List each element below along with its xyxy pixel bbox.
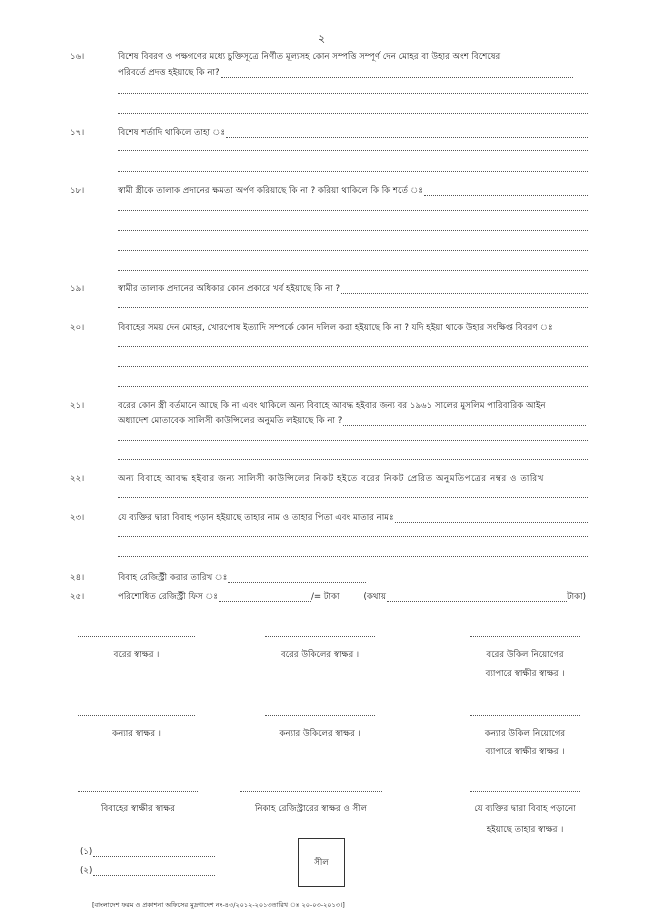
question-text: অন্য বিবাহে আবদ্ধ হইবার জন্য সালিসী কাউন্সিলের নিকট হইতে বরের নিকট প্রেরিত অনুমতিপত্রের নম্বর ও তারিখ	[118, 474, 544, 484]
witness-number: (২)	[80, 866, 93, 876]
fee-in-words-field[interactable]	[387, 601, 567, 602]
answer-line[interactable]	[118, 93, 588, 94]
question-text: বিশেষ শর্তাদি থাকিলে তাহা ঃ	[118, 128, 226, 138]
answer-line[interactable]	[118, 556, 588, 557]
groom-signature-line[interactable]	[78, 636, 195, 637]
marriage-witness-label: বিবাহের স্বাক্ষীর স্বাক্ষর	[101, 804, 175, 814]
question-number: ২০।	[70, 323, 85, 333]
answer-line[interactable]	[118, 366, 588, 367]
question-16-text	[118, 50, 548, 64]
in-words-suffix: টাকা)	[566, 592, 586, 602]
question-22	[118, 472, 588, 486]
question-text: অধ্যাদেশ মোতাবেক সালিসী কাউন্সিলের অনুমতি লইয়াছে কি না ?	[118, 416, 343, 426]
answer-line[interactable]	[118, 270, 588, 271]
groom-witness-label-2: ব্যাপারে স্বাক্ষীর স্বাক্ষর ।	[485, 669, 565, 679]
question-16-answer[interactable]	[118, 66, 573, 80]
seal-label: সীল	[314, 857, 329, 868]
question-text: বিবাহ রেজিস্ট্রী করার তারিখ ঃ	[118, 573, 228, 583]
answer-line[interactable]	[118, 210, 588, 211]
question-text: বিবাহের সময় দেন মোহর, খোরপোষ ইত্যাদি সম্পর্কে কোন দলিল করা হইয়াছে কি না ? যদি হইয়া থাকে উহার সংক্ষিপ্ত বিবরণ ঃ	[118, 323, 553, 333]
witness-1-line[interactable]	[80, 845, 215, 859]
groom-attorney-signature-line[interactable]	[265, 636, 375, 637]
question-number: ১৭।	[70, 128, 85, 138]
question-text: স্বামীর তালাক প্রদানের অধিকার কোন প্রকারে খর্ব হইয়াছে কি না ?	[118, 284, 341, 294]
question-number: ২১।	[70, 401, 85, 411]
answer-line[interactable]	[118, 171, 588, 172]
question-text: স্বামী স্ত্রীকে তালাক প্রদানের ক্ষমতা অর্পণ করিয়াছে কি না ? করিয়া থাকিলে কি কি শর্তে ঃ	[118, 186, 423, 196]
question-number: ১৬।	[70, 52, 85, 62]
witness-2-line[interactable]	[80, 864, 215, 878]
groom-witness-label-1: বরের উকিল নিয়োগের	[486, 650, 564, 660]
bride-witness-label-2: ব্যাপারে স্বাক্ষীর স্বাক্ষর ।	[485, 747, 565, 757]
officiant-label-2: হইয়াছে তাহার স্বাক্ষর ।	[486, 825, 564, 835]
question-text: বিশেষ বিবরণ ও পক্ষগণের মধ্যে চুক্তিসূত্রে নির্ণীত মূল্যসহ কোন সম্পত্তি সম্পূর্ণ দেন মোহর বা উহার অংশ বিশেষের	[118, 52, 501, 62]
bride-signature-label: কন্যার স্বাক্ষর ।	[112, 729, 161, 739]
answer-line[interactable]	[118, 113, 588, 114]
bride-signature-line[interactable]	[78, 715, 195, 716]
answer-line[interactable]	[395, 522, 588, 523]
question-23[interactable]	[118, 511, 588, 525]
answer-line[interactable]	[221, 77, 573, 78]
question-text: বরের কোন স্ত্রী বর্তমানে আছে কি না এবং থাকিলে অন্য বিবাহে আবদ্ধ হইবার জন্য বর ১৯৬১ সালের মুসলিম পারিবারিক আইন	[118, 401, 546, 411]
page-number: ২	[318, 32, 326, 45]
witness-number: (১)	[80, 847, 93, 857]
answer-line[interactable]	[118, 536, 588, 537]
bride-attorney-signature-line[interactable]	[265, 715, 375, 716]
groom-witness-signature-line[interactable]	[470, 636, 580, 637]
answer-line[interactable]	[228, 582, 366, 583]
question-17[interactable]	[118, 126, 588, 140]
question-number: ২৩।	[70, 513, 85, 523]
answer-line[interactable]	[118, 497, 588, 498]
answer-line[interactable]	[118, 386, 588, 387]
answer-line[interactable]	[424, 195, 588, 196]
answer-line[interactable]	[118, 150, 588, 151]
fee-amount-field[interactable]	[219, 601, 311, 602]
groom-signature-label: বরের স্বাক্ষর ।	[113, 650, 160, 660]
question-number: ২৪।	[70, 573, 85, 583]
question-number: ২২।	[70, 474, 85, 484]
question-21-answer[interactable]	[118, 414, 586, 428]
bride-attorney-signature-label: কন্যার উকিলের স্বাক্ষর ।	[279, 729, 361, 739]
registrar-signature-line[interactable]	[240, 791, 382, 792]
bride-witness-signature-line[interactable]	[470, 715, 580, 716]
question-19[interactable]	[118, 282, 588, 296]
answer-line[interactable]	[118, 440, 588, 441]
question-number: ১৮।	[70, 186, 85, 196]
witness-field[interactable]	[93, 856, 215, 857]
bride-witness-label-1: কন্যার উকিল নিয়োগের	[484, 729, 566, 739]
question-text: পরিবর্তে প্রদত্ত হইয়াছে কি না?	[118, 68, 220, 78]
answer-line[interactable]	[341, 293, 588, 294]
answer-line[interactable]	[226, 137, 588, 138]
footer-print-order: [বাংলাদেশ ফরম ও প্রকাশনা অফিসের মুদ্রণাদেশ নং-৪৩/২০১২-২০১৩তারিখ ঃ ২০-০৩-২০১৩।]	[92, 901, 345, 909]
answer-line[interactable]	[118, 250, 588, 251]
question-number: ১৯।	[70, 284, 85, 294]
answer-line[interactable]	[343, 425, 586, 426]
seal-box	[298, 838, 345, 887]
answer-line[interactable]	[118, 307, 588, 308]
question-number: ২৫।	[70, 592, 85, 602]
groom-attorney-signature-label: বরের উকিলের স্বাক্ষর ।	[280, 650, 360, 660]
answer-line[interactable]	[118, 230, 588, 231]
question-25[interactable]	[118, 590, 586, 604]
taka-suffix: /= টাকা	[311, 592, 340, 602]
answer-line[interactable]	[118, 346, 588, 347]
question-text: পরিশোধিত রেজিস্ট্রী ফিস ঃ	[118, 592, 218, 602]
question-20	[118, 321, 588, 335]
officiant-signature-line[interactable]	[470, 791, 580, 792]
in-words-prefix: (কথায়	[363, 592, 387, 602]
registrar-label: নিকাহ রেজিস্ট্রারের স্বাক্ষর ও সীল	[254, 804, 368, 814]
question-24[interactable]	[118, 571, 366, 585]
question-21-text	[118, 399, 588, 413]
answer-line[interactable]	[118, 459, 588, 460]
marriage-witness-signature-line[interactable]	[78, 791, 198, 792]
question-text: যে ব্যক্তির দ্বারা বিবাহ পড়ান হইয়াছে তাহার নাম ও তাহার পিতা এবং মাতার নামঃ	[118, 513, 394, 523]
witness-field[interactable]	[93, 875, 215, 876]
officiant-label-1: যে ব্যক্তির দ্বারা বিবাহ পড়ানো	[474, 804, 576, 814]
question-18[interactable]	[118, 184, 588, 198]
